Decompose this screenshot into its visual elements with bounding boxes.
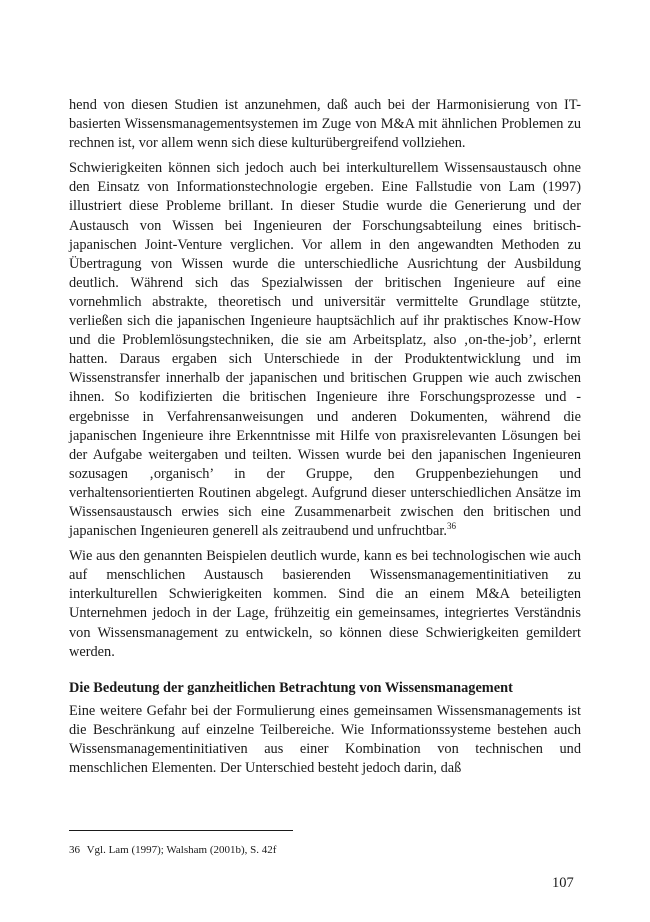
paragraph-2 [69,159,581,541]
footnote-reference[interactable]: 36 [446,521,456,532]
footnote [69,843,276,857]
footnote-separator [69,830,293,831]
page-body [69,96,581,778]
paragraph-1: hend von diesen Studien ist anzunehmen, daß auch bei der Harmonisierung von IT-basierten Wissensmanagementsystemen im Zuge von M&A mit ähnlichen Problemen zu rechnen ist, vor allem wenn sich diese kulturübergreifend vollziehen. [69,97,581,152]
footnote-number: 36 [69,844,80,856]
paragraph-3: Wie aus den genannten Beispielen deutlich wurde, kann es bei technologischen wie auch auf menschlichen Austausch basierenden Wissensmanagementinitiativen zu interkulturellen Schwierigkeiten kommen. Sind die an einem M&A beteiligten Unternehmen jedoch in der Lage, frühzeitig ein gemeinsames, integriertes Verständnis von Wissensmanagement zu entwickeln, so können diese Schwierigkeiten gemildert werden. [69,548,581,660]
paragraph-4: Eine weitere Gefahr bei der Formulierung eines gemeinsamen Wissensmanagements ist die Beschränkung auf einzelne Teilbereiche. Wie Informationssysteme bestehen auch Wissensmanagementinitiativen aus einer Kombination von technischen und menschlichen Elementen. Der Unterschied besteht jedoch darin, daß [69,702,581,776]
page-number: 107 [552,875,574,891]
paragraph-2-text: Schwierigkeiten können sich jedoch auch bei interkulturellem Wissensaustausch ohne den Einsatz von Informationstechnologie ergeben. Eine Fallstudie von Lam (1997) illustriert diese Probleme brillant. In dieser Studie wurde die Generierung und der Austausch von Wissen bei Ingenieuren der Forschungsabteilung eines britisch-japanischen Joint-Venture verglichen. Vor allem in den angewandten Methoden zu Übertragung von Wissen wurde die unterschiedliche Ausrichtung der Ausbildung deutlich. Während sich das Spezialwissen der britischen Ingenieure auf eine vornehmlich abstrakte, theoretisch und universitär vermittelte Grundlage stützte, verließen sich die japanischen Ingenieure hauptsächlich auf ihr praktisches Know-How und die Problemlösungstechniken, die sie am Arbeitsplatz, also ‚on-the-job’, erlernt hatten. Daraus ergaben sich Unterschiede in der Produktentwicklung und im Wissenstransfer innerhalb der japanischen und britischen Gruppen wie auch zwischen ihnen. So kodifizierten die britischen Ingenieure ihre Forschungsprozesse und -ergebnisse in Verfahrensanweisungen und anderen Dokumenten, während die japanischen Ingenieure ihre Erkenntnisse mit Hilfe von praxisrelevanten Lösungen bei der Aufgabe weitergaben und teilten. Wissen wurde bei den japanischen Ingenieuren sozusagen ‚organisch’ in der Gruppe, den Gruppenbeziehungen und verhaltensorientierten Routinen abgelegt. Aufgrund dieser unterschiedlichen Ansätze im Wissensaustausch erwies sich eine Zusammenarbeit zwischen den britischen und japanischen Ingenieuren generell als zeitraubend und unfruchtbar. [69,160,581,540]
section-heading: Die Bedeutung der ganzheitlichen Betrachtung von Wissensmanagement [69,679,513,696]
footnote-text: Vgl. Lam (1997); Walsham (2001b), S. 42f [86,844,277,856]
